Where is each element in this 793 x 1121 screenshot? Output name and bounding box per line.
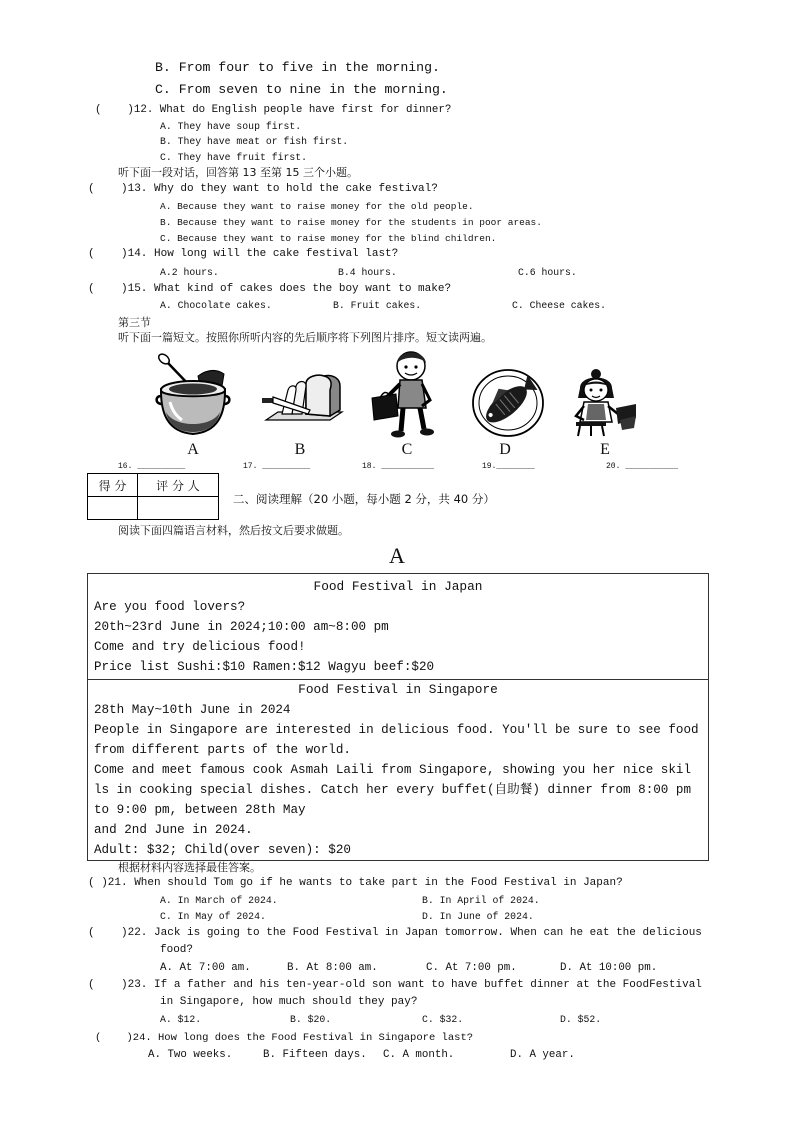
q12-option-b: B. They have meat or fish first. — [160, 136, 349, 147]
q14-stem: ( )14. How long will the cake festival last? — [88, 248, 399, 260]
q24-option-a: A. Two weeks. — [148, 1049, 233, 1061]
picture-label-b: B — [294, 441, 306, 458]
q15-stem: ( )15. What kind of cakes does the boy want to make? — [88, 283, 452, 295]
singapore-line: to 9:00 pm, between 28th May — [94, 803, 306, 817]
singapore-festival-title: Food Festival in Singapore — [298, 682, 498, 697]
answer-blank-20: 20. ___________ — [606, 462, 679, 471]
q23-stem: ( )23. If a father and his ten-year-old son want to have buffet dinner at the FoodFestival — [88, 979, 702, 991]
answer-blank-16: 16. __________ — [118, 462, 186, 471]
picture-label-d: D — [499, 441, 511, 458]
picture-label-a: A — [187, 441, 199, 458]
grader-cell — [138, 497, 219, 520]
q23-option-d: D. $52. — [560, 1014, 602, 1025]
japan-price-list: Price list Sushi:$10 Ramen:$12 Wagyu beef:$20 — [94, 660, 435, 674]
score-table — [87, 473, 219, 520]
passage-a-box — [87, 573, 709, 861]
japan-line: Come and try delicious food! — [94, 640, 306, 654]
q21-stem: ( )21. When should Tom go if he wants to take part in the Food Festival in Japan? — [88, 877, 623, 889]
boy-with-bag-icon — [370, 346, 440, 440]
q24-stem: ( )24. How long does the Food Festival in Singapore last? — [95, 1032, 474, 1044]
fish-plate-icon — [470, 366, 546, 438]
q24-option-d: D. A year. — [510, 1049, 575, 1061]
singapore-line: ls in cooking special dishes. Catch her every buffet(自助餐) dinner from 8:00 pm — [94, 783, 692, 797]
q22-option-c: C. At 7:00 pm. — [426, 962, 517, 974]
q24-option-b: B. Fifteen days. — [263, 1049, 367, 1061]
q15-option-b: B. Fruit cakes. — [333, 300, 422, 311]
singapore-line: 28th May~10th June in 2024 — [94, 703, 291, 717]
picture-label-c: C — [401, 441, 413, 458]
q12-stem: ( )12. What do English people have first for dinner? — [95, 104, 452, 116]
q14-option-b: B.4 hours. — [338, 267, 397, 278]
singapore-line: and 2nd June in 2024. — [94, 823, 253, 837]
cooking-pot-icon — [154, 352, 232, 438]
section3-instruction: 听下面一篇短文。按照你所听内容的先后顺序将下列图片排序。短文读两遍。 — [118, 331, 492, 344]
q21-option-b: B. In April of 2024. — [422, 895, 540, 906]
q13-stem: ( )13. Why do they want to hold the cake festival? — [88, 183, 438, 195]
bread-knife-icon — [260, 372, 344, 428]
score-cell — [88, 497, 138, 520]
picture-label-e: E — [600, 441, 610, 458]
q15-option-c: C. Cheese cakes. — [512, 300, 607, 311]
q21-option-d: D. In June of 2024. — [422, 911, 534, 922]
q13-option-b: B. Because they want to raise money for the students in poor areas. — [160, 217, 542, 228]
singapore-line: People in Singapore are interested in delicious food. You'll be sure to see food — [94, 723, 699, 737]
passage-divider — [87, 679, 709, 680]
q12-option-a: A. They have soup first. — [160, 121, 302, 132]
section3-title: 第三节 — [118, 316, 151, 329]
answer-blank-18: 18. ___________ — [362, 462, 435, 471]
q23-option-b: B. $20. — [290, 1014, 332, 1025]
q11-option-c: C. From seven to nine in the morning. — [155, 82, 448, 97]
q23-option-a: A. $12. — [160, 1014, 202, 1025]
q22-stem-line2: food? — [160, 944, 194, 956]
q12-option-c: C. They have fruit first. — [160, 152, 307, 163]
question-instruction: 根据材料内容选择最佳答案。 — [118, 861, 261, 874]
q21-option-a: A. In March of 2024. — [160, 895, 278, 906]
answer-blank-19: 19.________ — [482, 462, 535, 471]
q22-option-a: A. At 7:00 am. — [160, 962, 251, 974]
q14-option-c: C.6 hours. — [518, 267, 577, 278]
q22-stem: ( )22. Jack is going to the Food Festival in Japan tomorrow. When can he eat the delicious — [88, 927, 702, 939]
dialogue-instruction: 听下面一段对话，回答第 13 至第 15 三个小题。 — [118, 166, 358, 179]
q23-option-c: C. $32. — [422, 1014, 464, 1025]
q21-option-c: C. In May of 2024. — [160, 911, 266, 922]
singapore-price: Adult: $32; Child(over seven): $20 — [94, 843, 351, 857]
reading-part-heading: 二、阅读理解（20 小题，每小题 2 分，共 40 分） — [233, 492, 495, 506]
q22-option-b: B. At 8:00 am. — [287, 962, 378, 974]
score-label: 得 分 — [88, 474, 138, 497]
reading-instruction: 阅读下面四篇语言材料，然后按文后要求做题。 — [118, 524, 349, 537]
q22-option-d: D. At 10:00 pm. — [560, 962, 658, 974]
q24-option-c: C. A month. — [383, 1049, 455, 1061]
girl-icon — [566, 368, 638, 438]
passage-letter: A — [389, 543, 405, 568]
japan-festival-title: Food Festival in Japan — [313, 579, 483, 594]
q13-option-c: C. Because they want to raise money for the blind children. — [160, 233, 497, 244]
japan-line: Are you food lovers? — [94, 600, 246, 614]
answer-blank-17: 17. __________ — [243, 462, 311, 471]
q15-option-a: A. Chocolate cakes. — [160, 300, 272, 311]
q23-stem-line2: in Singapore, how much should they pay? — [160, 996, 418, 1008]
singapore-line: from different parts of the world. — [94, 743, 351, 757]
q14-option-a: A.2 hours. — [160, 267, 219, 278]
japan-line: 20th~23rd June in 2024;10:00 am~8:00 pm — [94, 620, 389, 634]
q11-option-b: B. From four to five in the morning. — [155, 60, 440, 75]
grader-label: 评 分 人 — [138, 474, 219, 497]
q13-option-a: A. Because they want to raise money for the old people. — [160, 201, 474, 212]
singapore-line: Come and meet famous cook Asmah Laili from Singapore, showing you her nice skil — [94, 763, 692, 777]
